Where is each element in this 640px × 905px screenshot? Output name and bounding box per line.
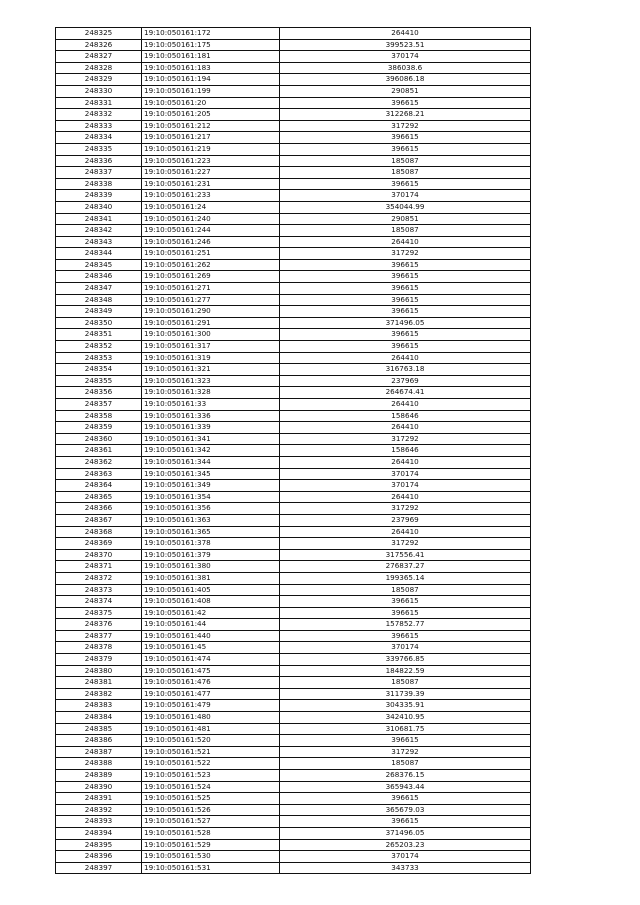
row-number-cell: 248344: [56, 248, 142, 260]
table-row: [56, 735, 531, 747]
table-row: [56, 456, 531, 468]
row-number-cell: 248385: [56, 723, 142, 735]
table-row: [56, 51, 531, 63]
table-row: [56, 399, 531, 411]
value-cell: 312268.21: [280, 109, 531, 121]
row-number-cell: 248365: [56, 491, 142, 503]
cadastral-number-cell: 19:10:050161:44: [142, 619, 280, 631]
value-cell: 386038.6: [280, 62, 531, 74]
value-cell: 371496.05: [280, 317, 531, 329]
value-cell: 396615: [280, 596, 531, 608]
cadastral-number-cell: 19:10:050161:328: [142, 387, 280, 399]
table-row: [56, 39, 531, 51]
value-cell: 317292: [280, 538, 531, 550]
cadastral-number-cell: 19:10:050161:227: [142, 167, 280, 179]
value-cell: 185087: [280, 758, 531, 770]
cadastral-number-cell: 19:10:050161:319: [142, 352, 280, 364]
cadastral-number-cell: 19:10:050161:24: [142, 201, 280, 213]
row-number-cell: 248394: [56, 827, 142, 839]
cadastral-number-cell: 19:10:050161:523: [142, 770, 280, 782]
table-row: [56, 28, 531, 40]
cadastral-number-cell: 19:10:050161:531: [142, 862, 280, 874]
table-row: [56, 538, 531, 550]
table-row: [56, 422, 531, 434]
value-cell: 310681.75: [280, 723, 531, 735]
row-number-cell: 248359: [56, 422, 142, 434]
value-cell: 185087: [280, 584, 531, 596]
table-row: [56, 132, 531, 144]
table-row: [56, 514, 531, 526]
cadastral-number-cell: 19:10:050161:181: [142, 51, 280, 63]
table-row: [56, 306, 531, 318]
cadastral-number-cell: 19:10:050161:529: [142, 839, 280, 851]
table-row: [56, 375, 531, 387]
cadastral-number-cell: 19:10:050161:291: [142, 317, 280, 329]
cadastral-number-cell: 19:10:050161:323: [142, 375, 280, 387]
value-cell: 185087: [280, 225, 531, 237]
cadastral-number-cell: 19:10:050161:300: [142, 329, 280, 341]
table-row: [56, 723, 531, 735]
table-row: [56, 746, 531, 758]
cadastral-number-cell: 19:10:050161:277: [142, 294, 280, 306]
value-cell: 365679.03: [280, 804, 531, 816]
value-cell: 264410: [280, 352, 531, 364]
row-number-cell: 248360: [56, 433, 142, 445]
cadastral-number-cell: 19:10:050161:45: [142, 642, 280, 654]
row-number-cell: 248334: [56, 132, 142, 144]
row-number-cell: 248367: [56, 514, 142, 526]
table-row: [56, 688, 531, 700]
table-row: [56, 781, 531, 793]
value-cell: 316763.18: [280, 364, 531, 376]
table-row: [56, 352, 531, 364]
cadastral-number-cell: 19:10:050161:520: [142, 735, 280, 747]
value-cell: 396615: [280, 178, 531, 190]
value-cell: 265203.23: [280, 839, 531, 851]
cadastral-number-cell: 19:10:050161:251: [142, 248, 280, 260]
cadastral-number-cell: 19:10:050161:378: [142, 538, 280, 550]
row-number-cell: 248393: [56, 816, 142, 828]
value-cell: 317292: [280, 746, 531, 758]
table-row: [56, 317, 531, 329]
row-number-cell: 248377: [56, 630, 142, 642]
value-cell: 264410: [280, 422, 531, 434]
value-cell: 317292: [280, 248, 531, 260]
row-number-cell: 248358: [56, 410, 142, 422]
table-row: [56, 283, 531, 295]
table-row: [56, 839, 531, 851]
cadastral-number-cell: 19:10:050161:476: [142, 677, 280, 689]
cadastral-number-cell: 19:10:050161:342: [142, 445, 280, 457]
cadastral-number-cell: 19:10:050161:244: [142, 225, 280, 237]
cadastral-number-cell: 19:10:050161:381: [142, 572, 280, 584]
row-number-cell: 248356: [56, 387, 142, 399]
row-number-cell: 248364: [56, 480, 142, 492]
cadastral-number-cell: 19:10:050161:349: [142, 480, 280, 492]
row-number-cell: 248330: [56, 85, 142, 97]
cadastral-number-cell: 19:10:050161:262: [142, 259, 280, 271]
row-number-cell: 248345: [56, 259, 142, 271]
table-row: [56, 862, 531, 874]
row-number-cell: 248346: [56, 271, 142, 283]
table-row: [56, 677, 531, 689]
table-row: [56, 74, 531, 86]
cadastral-number-cell: 19:10:050161:521: [142, 746, 280, 758]
row-number-cell: 248335: [56, 143, 142, 155]
value-cell: 317556.41: [280, 549, 531, 561]
row-number-cell: 248355: [56, 375, 142, 387]
value-cell: 396615: [280, 306, 531, 318]
row-number-cell: 248382: [56, 688, 142, 700]
table-row: [56, 665, 531, 677]
table-row: [56, 271, 531, 283]
cadastral-number-cell: 19:10:050161:199: [142, 85, 280, 97]
table-row: [56, 364, 531, 376]
row-number-cell: 248347: [56, 283, 142, 295]
value-cell: 158646: [280, 445, 531, 457]
row-number-cell: 248375: [56, 607, 142, 619]
cadastral-number-cell: 19:10:050161:175: [142, 39, 280, 51]
row-number-cell: 248373: [56, 584, 142, 596]
table-row: [56, 503, 531, 515]
row-number-cell: 248328: [56, 62, 142, 74]
value-cell: 371496.05: [280, 827, 531, 839]
value-cell: 317292: [280, 433, 531, 445]
table-row: [56, 62, 531, 74]
table-row: [56, 248, 531, 260]
cadastral-number-cell: 19:10:050161:379: [142, 549, 280, 561]
cadastral-number-cell: 19:10:050161:527: [142, 816, 280, 828]
table-row: [56, 410, 531, 422]
value-cell: 396615: [280, 271, 531, 283]
value-cell: 311739.39: [280, 688, 531, 700]
cadastral-number-cell: 19:10:050161:246: [142, 236, 280, 248]
table-row: [56, 827, 531, 839]
row-number-cell: 248395: [56, 839, 142, 851]
row-number-cell: 248387: [56, 746, 142, 758]
value-cell: 264410: [280, 526, 531, 538]
table-row: [56, 120, 531, 132]
value-cell: 264674.41: [280, 387, 531, 399]
cadastral-number-cell: 19:10:050161:205: [142, 109, 280, 121]
value-cell: 396086.18: [280, 74, 531, 86]
value-cell: 342410.95: [280, 712, 531, 724]
table-row: [56, 491, 531, 503]
data-table: [55, 27, 531, 874]
row-number-cell: 248363: [56, 468, 142, 480]
cadastral-number-cell: 19:10:050161:345: [142, 468, 280, 480]
table-row: [56, 607, 531, 619]
row-number-cell: 248378: [56, 642, 142, 654]
table-row: [56, 225, 531, 237]
cadastral-number-cell: 19:10:050161:405: [142, 584, 280, 596]
table-row: [56, 561, 531, 573]
cadastral-number-cell: 19:10:050161:194: [142, 74, 280, 86]
table-row: [56, 213, 531, 225]
table-row: [56, 201, 531, 213]
row-number-cell: 248369: [56, 538, 142, 550]
row-number-cell: 248362: [56, 456, 142, 468]
cadastral-number-cell: 19:10:050161:271: [142, 283, 280, 295]
value-cell: 157852.77: [280, 619, 531, 631]
value-cell: 339766.85: [280, 654, 531, 666]
row-number-cell: 248379: [56, 654, 142, 666]
value-cell: 317292: [280, 503, 531, 515]
row-number-cell: 248333: [56, 120, 142, 132]
cadastral-number-cell: 19:10:050161:233: [142, 190, 280, 202]
row-number-cell: 248338: [56, 178, 142, 190]
row-number-cell: 248349: [56, 306, 142, 318]
cadastral-number-cell: 19:10:050161:524: [142, 781, 280, 793]
cadastral-number-cell: 19:10:050161:528: [142, 827, 280, 839]
row-number-cell: 248332: [56, 109, 142, 121]
cadastral-number-cell: 19:10:050161:477: [142, 688, 280, 700]
table-row: [56, 178, 531, 190]
table-row: [56, 480, 531, 492]
value-cell: 396615: [280, 294, 531, 306]
document-page: [55, 27, 531, 874]
cadastral-number-cell: 19:10:050161:223: [142, 155, 280, 167]
row-number-cell: 248354: [56, 364, 142, 376]
row-number-cell: 248368: [56, 526, 142, 538]
cadastral-number-cell: 19:10:050161:530: [142, 851, 280, 863]
row-number-cell: 248350: [56, 317, 142, 329]
value-cell: 396615: [280, 630, 531, 642]
row-number-cell: 248390: [56, 781, 142, 793]
row-number-cell: 248343: [56, 236, 142, 248]
table-row: [56, 85, 531, 97]
value-cell: 370174: [280, 468, 531, 480]
cadastral-number-cell: 19:10:050161:33: [142, 399, 280, 411]
row-number-cell: 248396: [56, 851, 142, 863]
value-cell: 399523.51: [280, 39, 531, 51]
value-cell: 370174: [280, 190, 531, 202]
value-cell: 304335.91: [280, 700, 531, 712]
value-cell: 396615: [280, 816, 531, 828]
cadastral-number-cell: 19:10:050161:481: [142, 723, 280, 735]
value-cell: 185087: [280, 677, 531, 689]
row-number-cell: 248336: [56, 155, 142, 167]
value-cell: 185087: [280, 167, 531, 179]
cadastral-number-cell: 19:10:050161:525: [142, 793, 280, 805]
row-number-cell: 248370: [56, 549, 142, 561]
value-cell: 268376.15: [280, 770, 531, 782]
cadastral-number-cell: 19:10:050161:336: [142, 410, 280, 422]
row-number-cell: 248352: [56, 341, 142, 353]
value-cell: 290851: [280, 213, 531, 225]
table-row: [56, 758, 531, 770]
row-number-cell: 248351: [56, 329, 142, 341]
value-cell: 396615: [280, 97, 531, 109]
row-number-cell: 248341: [56, 213, 142, 225]
table-row: [56, 109, 531, 121]
value-cell: 264410: [280, 456, 531, 468]
cadastral-number-cell: 19:10:050161:172: [142, 28, 280, 40]
cadastral-number-cell: 19:10:050161:290: [142, 306, 280, 318]
value-cell: 370174: [280, 851, 531, 863]
cadastral-number-cell: 19:10:050161:480: [142, 712, 280, 724]
cadastral-number-cell: 19:10:050161:42: [142, 607, 280, 619]
value-cell: 264410: [280, 399, 531, 411]
value-cell: 158646: [280, 410, 531, 422]
table-row: [56, 329, 531, 341]
table-row: [56, 584, 531, 596]
row-number-cell: 248384: [56, 712, 142, 724]
value-cell: 396615: [280, 329, 531, 341]
table-row: [56, 433, 531, 445]
cadastral-number-cell: 19:10:050161:365: [142, 526, 280, 538]
table-row: [56, 793, 531, 805]
table-row: [56, 770, 531, 782]
row-number-cell: 248380: [56, 665, 142, 677]
table-row: [56, 190, 531, 202]
table-row: [56, 596, 531, 608]
row-number-cell: 248372: [56, 572, 142, 584]
value-cell: 365943.44: [280, 781, 531, 793]
cadastral-number-cell: 19:10:050161:341: [142, 433, 280, 445]
value-cell: 264410: [280, 491, 531, 503]
value-cell: 396615: [280, 341, 531, 353]
cadastral-number-cell: 19:10:050161:380: [142, 561, 280, 573]
cadastral-number-cell: 19:10:050161:321: [142, 364, 280, 376]
cadastral-number-cell: 19:10:050161:183: [142, 62, 280, 74]
table-row: [56, 851, 531, 863]
table-row: [56, 619, 531, 631]
cadastral-number-cell: 19:10:050161:317: [142, 341, 280, 353]
cadastral-number-cell: 19:10:050161:231: [142, 178, 280, 190]
table-row: [56, 816, 531, 828]
cadastral-number-cell: 19:10:050161:212: [142, 120, 280, 132]
row-number-cell: 248326: [56, 39, 142, 51]
table-row: [56, 572, 531, 584]
table-row: [56, 804, 531, 816]
row-number-cell: 248366: [56, 503, 142, 515]
table-row: [56, 155, 531, 167]
table-row: [56, 526, 531, 538]
value-cell: 370174: [280, 480, 531, 492]
row-number-cell: 248376: [56, 619, 142, 631]
cadastral-number-cell: 19:10:050161:440: [142, 630, 280, 642]
cadastral-number-cell: 19:10:050161:474: [142, 654, 280, 666]
value-cell: 290851: [280, 85, 531, 97]
row-number-cell: 248397: [56, 862, 142, 874]
cadastral-number-cell: 19:10:050161:354: [142, 491, 280, 503]
row-number-cell: 248392: [56, 804, 142, 816]
table-row: [56, 642, 531, 654]
value-cell: 343733: [280, 862, 531, 874]
value-cell: 185087: [280, 155, 531, 167]
row-number-cell: 248374: [56, 596, 142, 608]
table-row: [56, 143, 531, 155]
value-cell: 396615: [280, 607, 531, 619]
row-number-cell: 248348: [56, 294, 142, 306]
table-row: [56, 468, 531, 480]
row-number-cell: 248389: [56, 770, 142, 782]
table-row: [56, 259, 531, 271]
row-number-cell: 248327: [56, 51, 142, 63]
table-row: [56, 97, 531, 109]
row-number-cell: 248339: [56, 190, 142, 202]
cadastral-number-cell: 19:10:050161:526: [142, 804, 280, 816]
cadastral-number-cell: 19:10:050161:269: [142, 271, 280, 283]
row-number-cell: 248329: [56, 74, 142, 86]
row-number-cell: 248342: [56, 225, 142, 237]
row-number-cell: 248340: [56, 201, 142, 213]
row-number-cell: 248383: [56, 700, 142, 712]
table-row: [56, 630, 531, 642]
table-row: [56, 294, 531, 306]
table-row: [56, 341, 531, 353]
table-body: [56, 28, 531, 874]
row-number-cell: 248331: [56, 97, 142, 109]
cadastral-number-cell: 19:10:050161:475: [142, 665, 280, 677]
table-row: [56, 167, 531, 179]
value-cell: 184822.59: [280, 665, 531, 677]
row-number-cell: 248361: [56, 445, 142, 457]
row-number-cell: 248388: [56, 758, 142, 770]
value-cell: 199365.14: [280, 572, 531, 584]
value-cell: 264410: [280, 236, 531, 248]
value-cell: 396615: [280, 143, 531, 155]
value-cell: 396615: [280, 283, 531, 295]
value-cell: 264410: [280, 28, 531, 40]
cadastral-number-cell: 19:10:050161:20: [142, 97, 280, 109]
row-number-cell: 248357: [56, 399, 142, 411]
table-row: [56, 387, 531, 399]
cadastral-number-cell: 19:10:050161:240: [142, 213, 280, 225]
table-row: [56, 700, 531, 712]
cadastral-number-cell: 19:10:050161:219: [142, 143, 280, 155]
table-row: [56, 712, 531, 724]
row-number-cell: 248386: [56, 735, 142, 747]
cadastral-number-cell: 19:10:050161:522: [142, 758, 280, 770]
value-cell: 396615: [280, 132, 531, 144]
table-row: [56, 236, 531, 248]
table-row: [56, 549, 531, 561]
cadastral-number-cell: 19:10:050161:356: [142, 503, 280, 515]
row-number-cell: 248381: [56, 677, 142, 689]
row-number-cell: 248337: [56, 167, 142, 179]
value-cell: 370174: [280, 642, 531, 654]
row-number-cell: 248325: [56, 28, 142, 40]
cadastral-number-cell: 19:10:050161:479: [142, 700, 280, 712]
value-cell: 396615: [280, 735, 531, 747]
value-cell: 396615: [280, 793, 531, 805]
value-cell: 276837.27: [280, 561, 531, 573]
cadastral-number-cell: 19:10:050161:408: [142, 596, 280, 608]
cadastral-number-cell: 19:10:050161:344: [142, 456, 280, 468]
row-number-cell: 248353: [56, 352, 142, 364]
value-cell: 354044.99: [280, 201, 531, 213]
value-cell: 370174: [280, 51, 531, 63]
cadastral-number-cell: 19:10:050161:339: [142, 422, 280, 434]
cadastral-number-cell: 19:10:050161:217: [142, 132, 280, 144]
table-row: [56, 654, 531, 666]
value-cell: 237969: [280, 375, 531, 387]
row-number-cell: 248371: [56, 561, 142, 573]
value-cell: 317292: [280, 120, 531, 132]
value-cell: 396615: [280, 259, 531, 271]
value-cell: 237969: [280, 514, 531, 526]
cadastral-number-cell: 19:10:050161:363: [142, 514, 280, 526]
table-row: [56, 445, 531, 457]
row-number-cell: 248391: [56, 793, 142, 805]
